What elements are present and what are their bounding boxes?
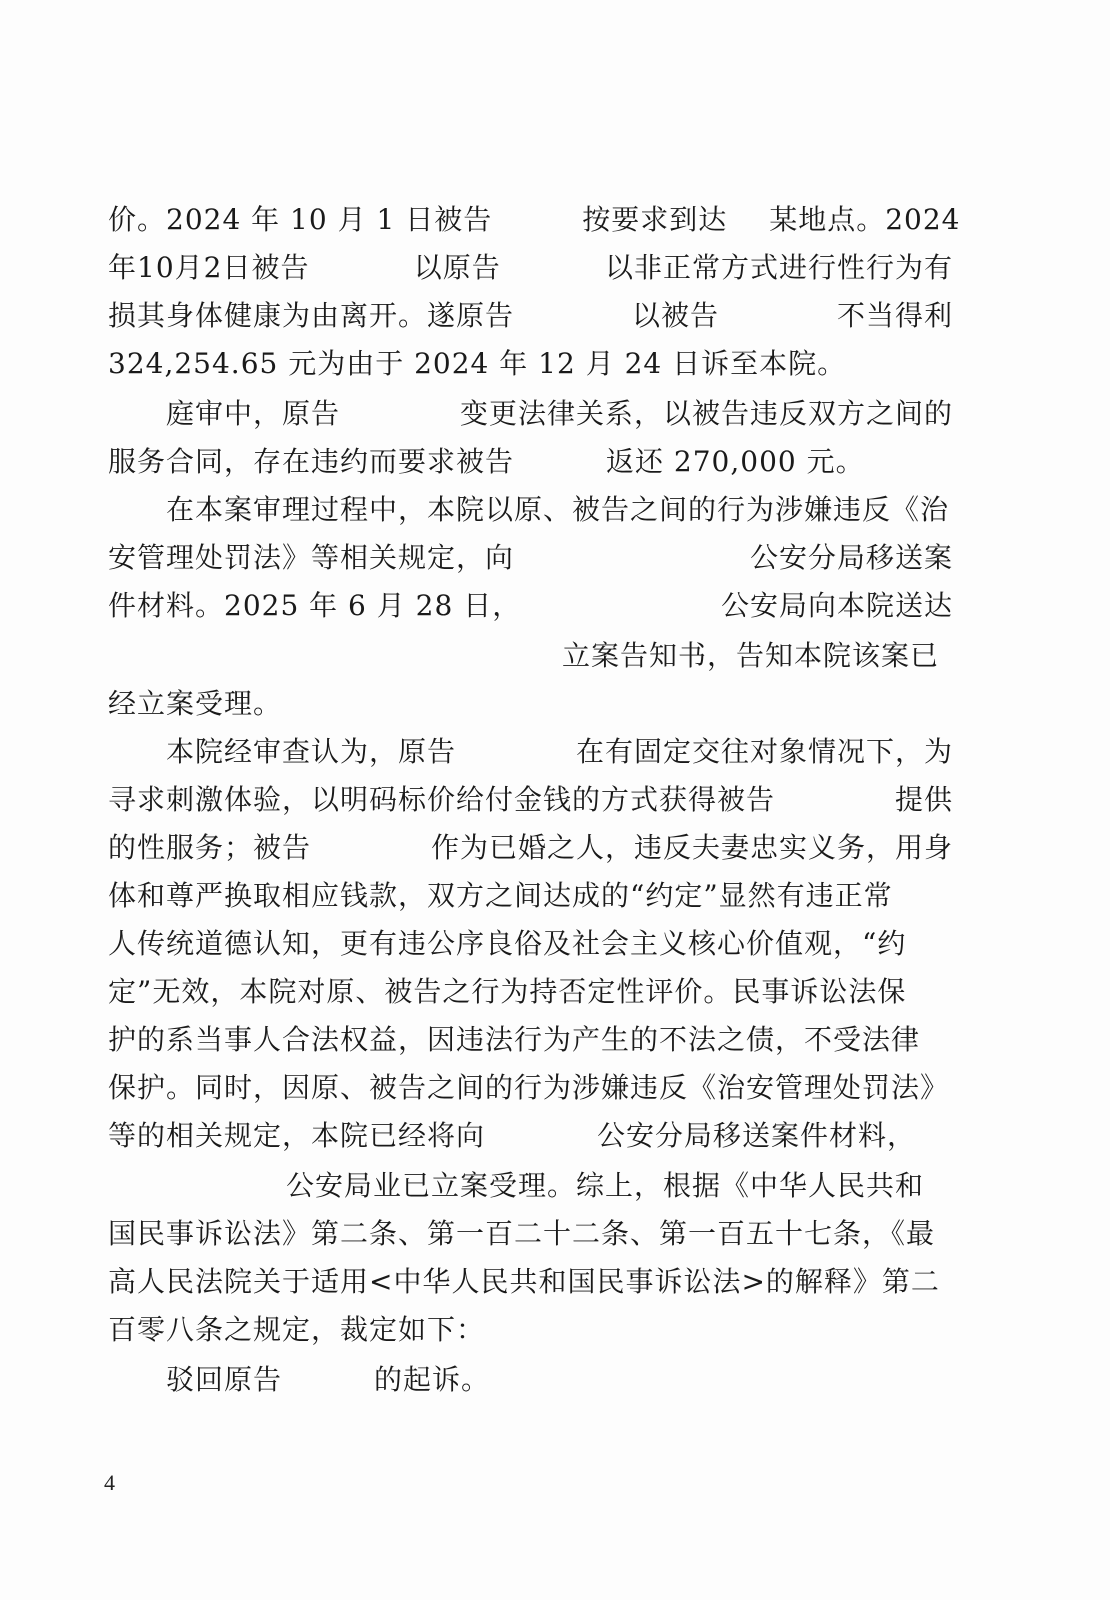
text-line-1 [108, 196, 961, 244]
text-segment: 以非正常方式进行性行为有 [604, 251, 953, 284]
text-segment: 服务合同，存在违约而要求被告 [108, 445, 515, 478]
text-segment: 公安局业已立案受理。综上，根据《中华人民共和 [286, 1169, 925, 1202]
page-number: 4 [104, 1470, 115, 1495]
text-line-15 [108, 872, 953, 920]
text-line-25 [166, 1356, 953, 1404]
text-line-13 [108, 776, 953, 824]
text-line-18 [108, 1016, 953, 1064]
text-segment: 护的系当事人合法权益，因违法行为产生的不法之债，不受法律 [108, 1023, 921, 1056]
text-segment: 在本案审理过程中，本院以原、被告之间的行为涉嫌违反《治 [166, 493, 950, 526]
text-segment: 公安分局移送案 [749, 541, 953, 574]
text-segment: 公安分局移送案件材料， [596, 1119, 916, 1152]
text-segment: 等的相关规定，本院已经将向 [108, 1119, 486, 1152]
text-segment: 件材料。2025 年 6 月 28 日， [108, 589, 522, 622]
text-line-23 [108, 1258, 953, 1306]
text-line-4 [108, 340, 953, 388]
text-segment: 体和尊严换取相应钱款，双方之间达成的“约定”显然有违正常 [108, 879, 893, 912]
text-line-20 [108, 1112, 916, 1160]
text-line-3 [108, 292, 953, 340]
text-segment: 安管理处罚法》等相关规定，向 [108, 541, 515, 574]
text-segment: 寻求刺激体验，以明码标价给付金钱的方式获得被告 [108, 783, 776, 816]
text-segment: 在有固定交往对象情况下，为 [575, 735, 953, 768]
text-segment: 某地点。2024 [769, 203, 961, 236]
text-segment: 返还 270,000 元。 [606, 445, 865, 478]
text-segment: 324,254.65 元为由于 2024 年 12 月 24 日诉至本院。 [108, 347, 847, 380]
text-line-9 [108, 582, 953, 630]
text-segment: 高人民法院关于适用<中华人民共和国民事诉讼法>的解释》第二 [108, 1265, 940, 1298]
text-segment: 保护。同时，因原、被告之间的行为涉嫌违反《治安管理处罚法》 [108, 1071, 950, 1104]
text-line-17 [108, 968, 953, 1016]
text-line-24 [108, 1306, 953, 1354]
text-segment: 变更法律关系，以被告违反双方之间的 [459, 397, 953, 430]
text-line-14 [108, 824, 953, 872]
text-segment: 的性服务；被告 [108, 831, 312, 864]
text-segment: 立案告知书，告知本院该案已 [562, 639, 940, 672]
text-segment: 的起诉。 [374, 1363, 491, 1396]
text-segment: 公安局向本院送达 [720, 589, 953, 622]
text-segment: 经立案受理。 [108, 687, 283, 720]
text-line-12 [166, 728, 953, 776]
text-segment: 价。2024 年 10 月 1 日被告 [108, 203, 493, 236]
text-segment: 庭审中，原告 [166, 397, 341, 430]
text-line-21 [286, 1162, 953, 1210]
text-segment: 国民事诉讼法》第二条、第一百二十二条、第一百五十七条，《最 [108, 1217, 936, 1250]
text-segment: 本院经审查认为，原告 [166, 735, 457, 768]
text-segment: 年10月2日被告 [108, 251, 310, 284]
text-line-5 [166, 390, 953, 438]
text-line-6 [108, 438, 953, 486]
text-line-8 [108, 534, 953, 582]
text-segment: 损其身体健康为由离开。遂原告 [108, 299, 515, 332]
text-segment: 以被告 [631, 299, 719, 332]
text-segment: 定”无效，本院对原、被告之行为持否定性评价。民事诉讼法保 [108, 975, 907, 1008]
text-line-7 [166, 486, 953, 534]
text-segment: 驳回原告 [166, 1363, 283, 1396]
text-line-11 [108, 680, 953, 728]
text-line-16 [108, 920, 953, 968]
text-line-19 [108, 1064, 953, 1112]
text-segment: 按要求到达 [582, 203, 728, 236]
text-segment: 作为已婚之人，违反夫妻忠实义务，用身 [430, 831, 953, 864]
text-segment: 不当得利 [836, 299, 953, 332]
text-segment: 百零八条之规定，裁定如下： [108, 1313, 486, 1346]
text-segment: 以原告 [413, 251, 501, 284]
text-line-2 [108, 244, 953, 292]
text-segment: 提供 [894, 783, 953, 816]
text-line-22 [108, 1210, 953, 1258]
text-line-10 [562, 632, 953, 680]
text-segment: 人传统道德认知，更有违公序良俗及社会主义核心价值观，“约 [108, 927, 907, 960]
